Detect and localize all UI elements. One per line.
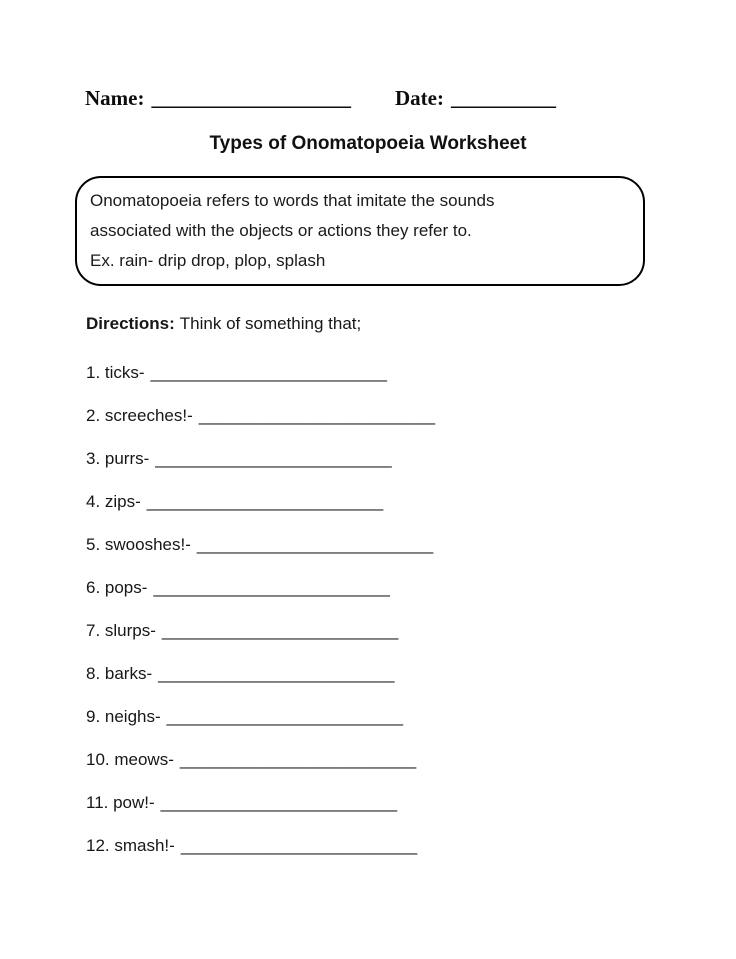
item-blank-line[interactable]: _________________________: [198, 406, 436, 425]
item-label: 12. smash!-: [86, 836, 175, 855]
definition-line: Ex. rain- drip drop, plop, splash: [90, 251, 326, 270]
item-label: 3. purrs-: [86, 449, 150, 468]
worksheet-item: [86, 751, 736, 768]
item-blank-line[interactable]: _________________________: [166, 707, 404, 726]
item-blank-line[interactable]: _________________________: [150, 363, 387, 382]
worksheet-item: [86, 493, 736, 510]
item-label: 11. pow!-: [86, 793, 155, 812]
definition-line: Onomatopoeia refers to words that imitate the sounds: [90, 191, 495, 210]
worksheet-item: [86, 450, 736, 467]
item-blank-line[interactable]: _________________________: [161, 621, 399, 640]
worksheet-item: [86, 407, 736, 424]
item-blank-line[interactable]: _________________________: [155, 449, 392, 468]
item-label: 8. barks-: [86, 664, 153, 683]
page-title: Types of Onomatopoeia Worksheet: [209, 133, 527, 154]
item-label: 6. pops-: [86, 578, 148, 597]
date-group: [395, 86, 556, 111]
date-label: Date:: [394, 86, 444, 110]
name-label: Name:: [85, 86, 145, 110]
worksheet-item: [86, 622, 736, 639]
definition-line: associated with the objects or actions they refer to.: [90, 221, 472, 240]
worksheet-item: [86, 364, 736, 381]
item-label: 7. slurps-: [86, 621, 156, 640]
definition-box: [75, 176, 645, 286]
worksheet-item: [86, 794, 736, 811]
item-label: 9. neighs-: [86, 707, 161, 726]
item-blank-line[interactable]: _________________________: [196, 535, 434, 554]
directions: [86, 314, 736, 334]
item-blank-line[interactable]: _________________________: [153, 578, 390, 597]
worksheet-item: [86, 536, 736, 553]
name-blank-line[interactable]: ___________________: [151, 86, 351, 110]
item-blank-line[interactable]: _________________________: [158, 664, 395, 683]
directions-text: Think of something that;: [179, 314, 362, 333]
directions-label: Directions:: [86, 314, 175, 333]
item-label: 5. swooshes!-: [86, 535, 191, 554]
worksheet-item: [86, 837, 736, 854]
item-blank-line[interactable]: _________________________: [160, 793, 398, 812]
item-blank-line[interactable]: _________________________: [146, 492, 384, 511]
item-label: 2. screeches!-: [86, 406, 193, 425]
item-label: 4. zips-: [86, 492, 141, 511]
date-blank-line[interactable]: __________: [450, 86, 556, 110]
worksheet-items: [86, 364, 736, 854]
worksheet-header: [85, 0, 736, 111]
worksheet-item: [86, 708, 736, 725]
worksheet-item: [86, 579, 736, 596]
item-label: 10. meows-: [86, 750, 174, 769]
item-blank-line[interactable]: _________________________: [179, 750, 417, 769]
worksheet-item: [86, 665, 736, 682]
item-blank-line[interactable]: _________________________: [180, 836, 418, 855]
item-label: 1. ticks-: [86, 363, 145, 382]
